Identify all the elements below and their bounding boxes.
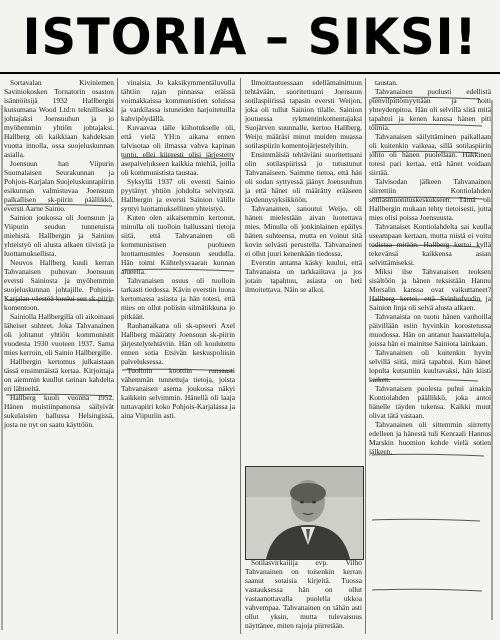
paragraph: Tahvanainen, sanoutui Weijo, oli hänen mielestään aivan luotettava mies. Minulla oli jonkinlainen epäilys hänen suhteensa, mutta en voinut sitä kovin selvästi perustella. Tahvanainen ei ollut juuri kenenkään tiedossa. bbox=[245, 204, 362, 258]
paragraph: Hallberg kuoli vuonna 1952. Hänen muistiinpanonsa säilyivät sukulaisten hallussa Helsingissä, josta ne nyt on saatu käyttöön. bbox=[4, 393, 114, 429]
paragraph: Tahvanainen puolusti edellistä pienvilpittömyyttään ja hoiti yhteydenpitoa. Hän oli selvillä siitä mitä tapahtui ja kenen kanssa hänen piti toimia. bbox=[369, 87, 491, 132]
paragraph: Joensuun han Viipurin Suomalaisen Seurakunnan ja Pohjois-Karjalan Suojeluskuntapiirin esikunnan valmistuvaa Joensuun palkallisen sk-piirin päällikkö, eversti Aarne Sainio. bbox=[4, 159, 114, 213]
paragraph: Sortavalan Kiviniemen Saviniokosken Tornatorin osaston isännöitsijä 1932 Hallbergin kutsumana Wood Ltd:n teknilliseksi johtajaksi Joensuuhun ja jo myöhemmin yhtiön johtajaksi. Hallberg oli kaikkiaan kahdeksan vuotta innolla, ossa suojeluskunnan asialla. bbox=[4, 78, 114, 159]
photo-caption-text bbox=[245, 558, 362, 636]
paragraph: Tahvanaisen osuus oli tuolloin tarkasti tiedossa. Kävin everstin luona kertomassa asiasta ja hän totesi, että mies on ollut poliisin silmätikkuna jo pitkään. bbox=[121, 276, 235, 321]
paragraph: Ilmoittautuessaan edellämainittuun tehtävään, suoritettuani Joensuun sotilaspiirissä tapasin eversti Weijon, joka oli tullut Sainion tilalle. Sainion joutuessa rykmentinkomentajaksi Suojärven suunnalle, kertoo Hallberg, Weijo määräsi minut muiden muassa sotilaspiirin komentojärjestelyihin. bbox=[245, 78, 362, 150]
paragraph: Neuvos Hallberg kuuli kerran Tahvanaisen puhuvan Joensuun eversti Sainiosta ja myöhemmin suojeluskunnan johtajille. Pohjois-Karjalan väestöä kuului sen sk-piirin komentoon. bbox=[4, 258, 114, 312]
paragraph: Tahvanaista on tuotu hänen vanhoilla päivillään esiin hyvinkin korostetussa muodossa. Hän on antanut haastatteluja, joissa hän ei mainitse Sainiota lainkaan. bbox=[369, 312, 491, 348]
paragraph: Tuolloin koottiin runsaasti vähemmän tunnettuja tietoja, joista Tahvanaisen asema joukossa näkyi kaikkein selvimmin. Hänellä oli laaja tuttavapiiri koko Pohjois-Karjalassa ja aina Viipuriin asti. bbox=[121, 366, 235, 420]
portrait-figure bbox=[246, 467, 363, 559]
paragraph: taustan. bbox=[375, 78, 398, 87]
paragraph: Sainiolla Hallbergilla oli aikoinaan läheiset suhteet. Joka Tahvanainen oli johtanut yhtiön kommunistit vuodesta 1930 vuoteen 1937. Sama mies kerroin, oli Sainio Hallbergille. bbox=[4, 312, 114, 357]
paragraph: Kuten olen aikaisemmin kertonut, minulla oli tuolloin hallussani tietoja siitä, että Tahvanainen oli kommunistisen puolueen luottamusmies Joensuun seudulla. Hän toimi Kiihtelysvaaran kunnan alueella. bbox=[121, 213, 235, 276]
paragraph: Tahvanaisen puolesta puhui ainakin Kontiolahden päällikkö, joka antoi hänelle täyden tukensa. Kaikki muut olivat tätä vastaan. bbox=[369, 384, 491, 420]
paragraph: Sainion joukossa oli Joensuun ja Viipurin seudun tunnetuista miehistä. Hallbergin ja Sainion yhteistyö oli alusta alkaen tiivistä ja luottamuksellista. bbox=[4, 213, 114, 258]
paragraph: Miksi ilse Tahvanaisen teoksen sisältöön ja hänen teksistään Hannu Morsalin kanssa ovat vaikuttaneet? Hallberg kertoi, että Svinhufvudin ja Sainion linja oli selvä alusta alkaen. bbox=[369, 267, 491, 312]
paragraph: Kuvaavaa tälle kiihotukselle oli, että vielä YH:n aikana ennen talvisotaa oli ilmassa vahva kapinan tuntu, ellei kiireesti olisi järjestetty asepalvelukseen kaikkia miehiä, joilla oli kommunistista taustaa. bbox=[121, 123, 235, 177]
column-4 bbox=[369, 78, 491, 634]
paragraph: Tahvanaisen säilyttäminen paikallaan oli kuitenkin vaikeaa, sillä sotilaspiirin johto oli hänen puolellaan. Häkkinen totesi pari kertaa, että hänet voidaan siirtää. bbox=[369, 132, 491, 177]
column-3 bbox=[245, 78, 362, 462]
column-divider bbox=[240, 78, 241, 634]
paragraph: vinaisia. Jo kaksikymmentäluvulla tähtiin rajan pinnassa eräissä voimakkaissa kommunistien soluissa ja vankilassa istuneiden harjoitetuilla kahvipöydällä. bbox=[121, 78, 235, 123]
column-2 bbox=[121, 78, 235, 634]
paragraph: Everstin antama käsky kuului, että Tahvanaista on tarkkailtava ja jos jotain tapahtuu, asiasta on heti ilmoitettava. Näin se alkoi. bbox=[245, 258, 362, 294]
paragraph: Tahvanainen oli sittemmin siirretty edelleen ja hänestä tuli Kenraali Hannus Marskin huomion kohde vielä sotien jälkeen. bbox=[369, 420, 491, 456]
paragraph: Tahvanaiset Kontiolahdelta sai kuulla useampaan kertaan, mutta niistä ei voitu todistaa mitään. Hallberg kertoi kyllä tekevänsä kaikkensa asian selvittämiseksi. bbox=[369, 222, 491, 267]
portrait-photo bbox=[245, 466, 364, 560]
headline-rule bbox=[0, 72, 500, 74]
column-1 bbox=[4, 78, 114, 634]
paragraph: Tahvanainen oli kuitenkin hyvin selvillä siitä, mitä tapahtui. Kun hänet lopulta kutsuttiin kuultavaksi, hän kiisti kaiken. bbox=[369, 348, 491, 384]
paragraph: Talvisodan jälkeen Tahvanainen siirrettiin Kontiolahden sotilasmuonituskeskukseen. Tämä oli Hallbergin mukaan tehty tietoisesti, jotta mies olisi poissa Joensuusta. bbox=[369, 177, 491, 222]
headline: ISTORIA – SIKSI! bbox=[22, 8, 478, 66]
paragraph: Hallbergin kertomus julkaistaan tässä ensimmäistä kertaa. Kirjoittaja on aiemmin kuullut tarinan kahdelta eri lähteeltä. bbox=[4, 357, 114, 393]
column-divider bbox=[365, 78, 366, 634]
paragraph: Sotilasvirkailija evp. Vilho Tahvanainen on toisenkin kerran saanut sotaisia kirjeitä. Tuossa vastauksessa hän on ollut vastaanottavalla puolella ukkoa vahvempaa. Tahvanainen on tähän asti ollut yksin, mutta tulevaisuus näyttänee, miten rajoja piirretään. bbox=[245, 558, 362, 630]
paragraph: Syksyllä 1937 oli eversti Sainio pyytänyt yhtiön johdolta selvitystä. Hallbergin ja eversti Sainion välille syntyi luottamuksellinen yhteistyö. bbox=[121, 177, 235, 213]
paragraph: Rauhanaikana oli sk-upseeri Axel Hallberg määrätty Joensuun sk-piirin järjestelytehtäviin. Hän oli koulutettu ennen sotia Etsivän keskuspoliisin palveluksessa. bbox=[121, 321, 235, 366]
column-divider bbox=[117, 78, 118, 634]
paragraph: Ensimmäisiä tehtäviäni suoritettuani olin sotilaspiirissä jo tutustunut Tahvanaiseen. Saimme tietoa, että hän oli sodan syttyessä jäänyt Joensuuhun ja että hänet oli määrätty erääseen täydennysyksikköön. bbox=[245, 150, 362, 204]
